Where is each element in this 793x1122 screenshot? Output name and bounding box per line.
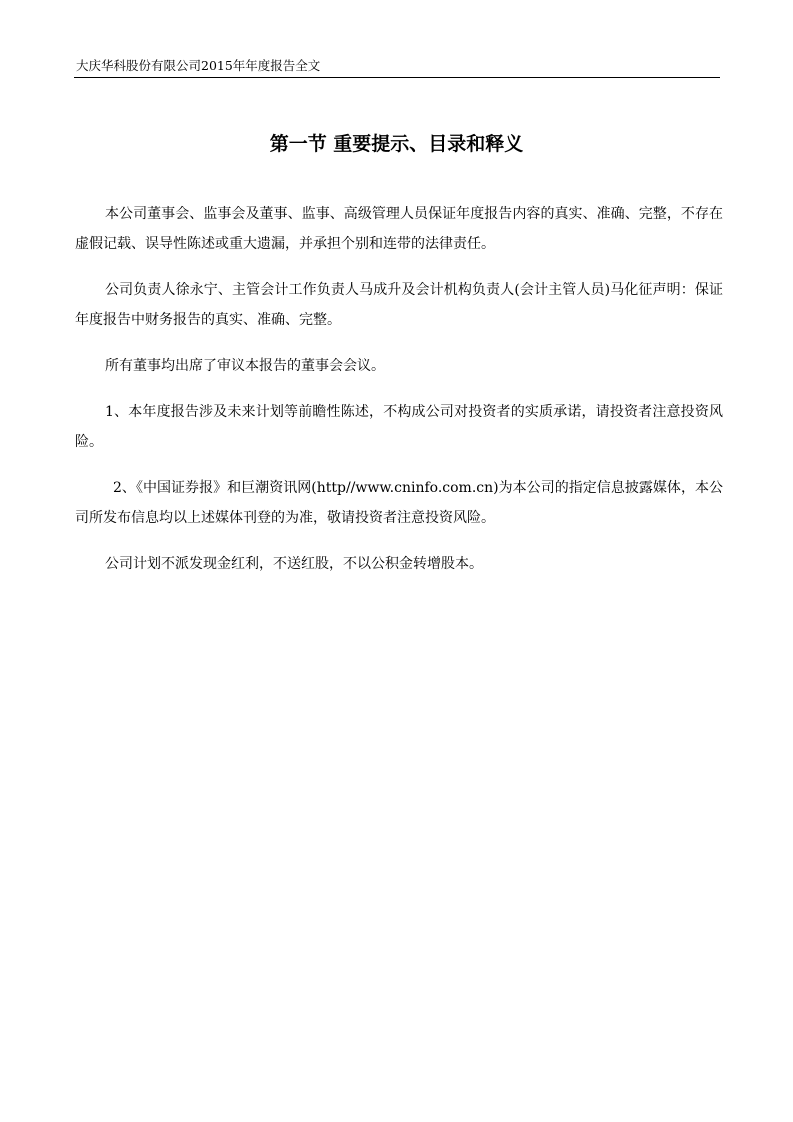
page-header <box>74 56 720 78</box>
paragraph-accuracy-statement: 本公司董事会、监事会及董事、监事、高级管理人员保证年度报告内容的真实、准确、完整，不存在虚假记载、误导性陈述或重大遗漏，并承担个别和连带的法律责任。 <box>75 206 723 252</box>
header-text: 大庆华科股份有限公司2015年年度报告全文 <box>76 58 321 73</box>
document-body <box>75 199 723 595</box>
paragraph-dividend-plan: 公司计划不派发现金红利，不送红股，不以公积金转增股本。 <box>105 556 483 572</box>
paragraph-board-attendance: 所有董事均出席了审议本报告的董事会会议。 <box>105 358 385 374</box>
paragraph-responsible-persons: 公司负责人徐永宁、主管会计工作负责人马成升及会计机构负责人(会计主管人员)马化征声明：保证年度报告中财务报告的真实、准确、完整。 <box>75 282 723 328</box>
paragraph-forward-looking: 1、本年度报告涉及未来计划等前瞻性陈述，不构成公司对投资者的实质承诺，请投资者注意投资风险。 <box>75 404 723 450</box>
section-title: 第一节 重要提示、目录和释义 <box>269 133 524 155</box>
paragraph-disclosure-media: 2、《中国证券报》和巨潮资讯网(http//www.cninfo.com.cn)为本公司的指定信息披露媒体，本公司所发布信息均以上述媒体刊登的为准，敬请投资者注意投资风险。 <box>75 480 723 526</box>
